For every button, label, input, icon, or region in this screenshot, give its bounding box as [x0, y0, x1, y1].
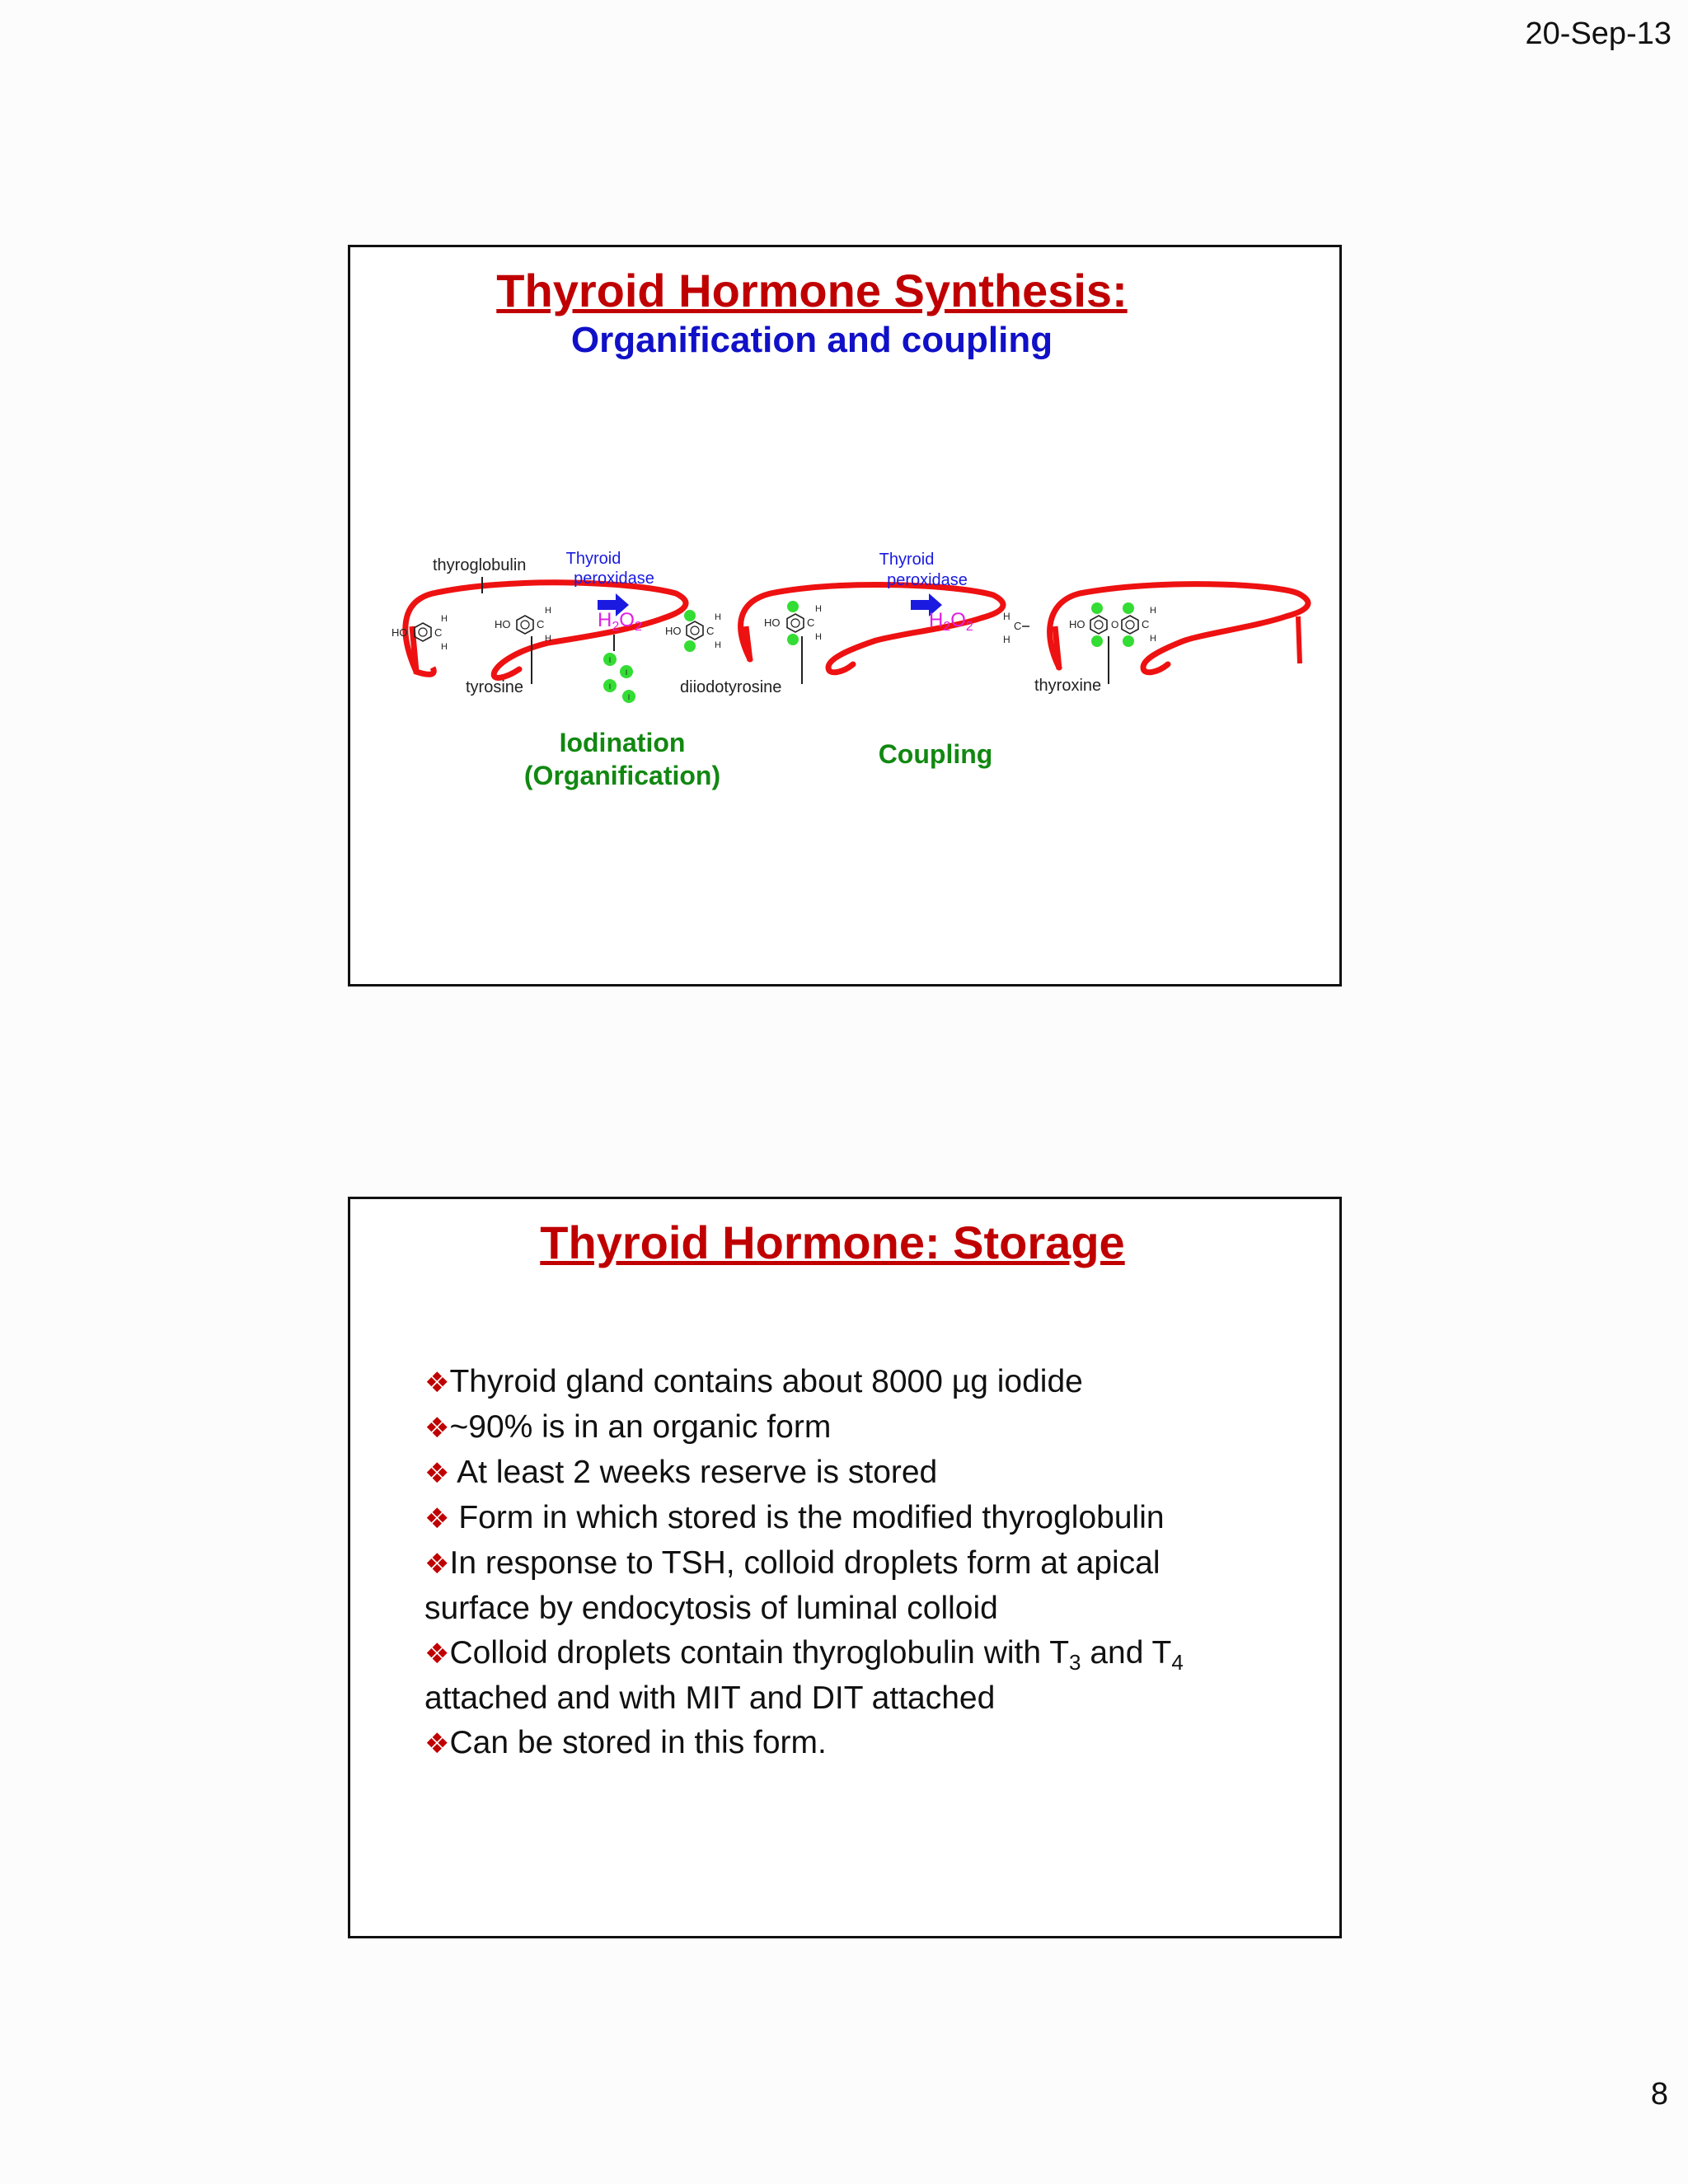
slide-synthesis — [348, 245, 1342, 987]
h2o2-label-2: $H_2O_2$ — [929, 609, 973, 634]
iodine-atoms — [603, 653, 635, 703]
svg-text:I: I — [625, 668, 628, 677]
svg-text:C: C — [706, 625, 715, 637]
membrane-2b — [746, 626, 750, 661]
list-item: ❖In response to TSH, colloid droplets form at apical surface by endocytosis of luminal colloid — [424, 1545, 1160, 1626]
slide1-subtitle: Organification and coupling — [570, 320, 1053, 360]
list-item: ❖Thyroid gland contains about 8000 µg iodide — [424, 1364, 1083, 1399]
svg-text:H: H — [441, 614, 448, 624]
svg-text:C: C — [1014, 620, 1022, 632]
red-diamond-bullet-icon: ❖ — [424, 1638, 450, 1670]
svg-text:HO: HO — [764, 616, 781, 629]
list-item: ❖Colloid droplets contain thyroglobulin with $T_3$ and $T_4$ attached and with MIT and DIT attached — [424, 1635, 1184, 1716]
red-diamond-bullet-icon: ❖ — [424, 1413, 450, 1444]
storage-bullet-list — [424, 1360, 1290, 1766]
slide-storage — [348, 1197, 1342, 1938]
membrane-3c — [1298, 616, 1300, 663]
membrane-3b — [1055, 626, 1059, 669]
membrane-1 — [406, 583, 686, 678]
header-date: 20-Sep-13 — [1525, 16, 1672, 51]
svg-text:H: H — [545, 606, 551, 616]
red-diamond-bullet-icon: ❖ — [424, 1549, 450, 1580]
enzyme-label-2-line2: peroxidase — [887, 571, 968, 589]
step-organification: (Organification) — [523, 761, 721, 790]
label-thyroglobulin: thyroglobulin — [433, 556, 527, 574]
svg-text:HO: HO — [392, 626, 408, 639]
step-iodination: Iodination — [559, 728, 686, 757]
step-coupling: Coupling — [878, 739, 993, 769]
svg-text:H: H — [1003, 634, 1010, 645]
svg-text:H: H — [441, 642, 448, 652]
red-diamond-bullet-icon: ❖ — [424, 1367, 450, 1399]
svg-text:I: I — [627, 693, 631, 701]
svg-text:H: H — [815, 632, 822, 642]
enzyme-label-2-line1: Thyroid — [879, 551, 935, 569]
page-number: 8 — [1650, 2077, 1668, 2111]
svg-text:H: H — [715, 612, 721, 622]
svg-text:C: C — [807, 616, 815, 629]
svg-text:HO: HO — [495, 618, 511, 630]
list-item: ❖~90% is in an organic form — [424, 1409, 832, 1445]
red-diamond-bullet-icon: ❖ — [424, 1728, 450, 1760]
slide2-title: Thyroid Hormone: Storage — [540, 1216, 1125, 1268]
list-item: ❖ At least 2 weeks reserve is stored — [424, 1455, 938, 1490]
svg-text:HO: HO — [665, 625, 682, 637]
svg-text:H: H — [815, 604, 822, 614]
svg-text:C: C — [434, 626, 443, 639]
svg-text:H: H — [715, 640, 721, 650]
svg-text:H: H — [545, 634, 551, 644]
svg-text:HO: HO — [1069, 618, 1085, 630]
synthesis-diagram — [383, 511, 1315, 857]
svg-text:I: I — [608, 656, 612, 664]
slide1-title: Thyroid Hormone Synthesis: — [496, 265, 1128, 316]
membrane-3 — [1050, 584, 1308, 673]
h2o2-label-1: $H_2O_2$ — [598, 609, 642, 634]
svg-text:H: H — [1003, 611, 1010, 622]
svg-text:I: I — [608, 682, 612, 691]
svg-text:O: O — [1111, 619, 1119, 630]
label-thyroxine: thyroxine — [1034, 677, 1102, 695]
list-item: ❖ Form in which stored is the modified thyroglobulin — [424, 1500, 1165, 1535]
label-diiodotyrosine: diiodotyrosine — [680, 678, 782, 696]
enzyme-label-1-line1: Thyroid — [565, 550, 621, 568]
red-diamond-bullet-icon: ❖ — [424, 1503, 450, 1535]
list-item: ❖Can be stored in this form. — [424, 1725, 827, 1760]
svg-text:H: H — [1150, 606, 1156, 616]
svg-text:C: C — [537, 618, 545, 630]
red-diamond-bullet-icon: ❖ — [424, 1458, 450, 1489]
svg-text:H: H — [1150, 634, 1156, 644]
enzyme-label-1-line2: peroxidase — [574, 569, 654, 588]
label-tyrosine: tyrosine — [466, 678, 524, 696]
svg-text:C: C — [1142, 618, 1150, 630]
